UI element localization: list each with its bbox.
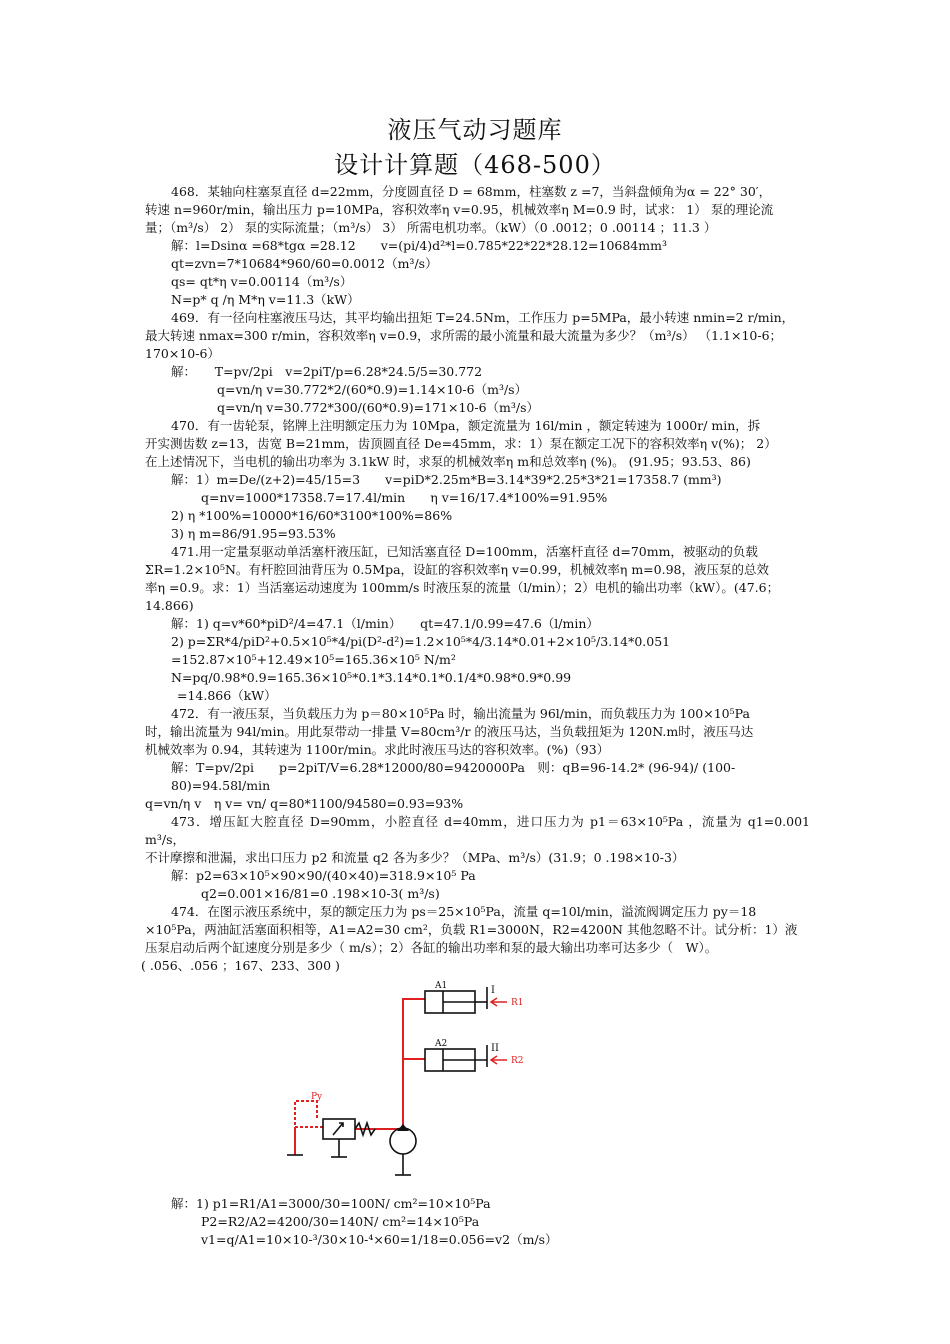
question-472: 472．有一液压泵，当负载压力为 p＝80×10⁵Pa 时，输出流量为 96l/min，而负载压力为 100×10⁵Pa xyxy=(171,706,750,721)
solution-471-line: N=pq/0.98*0.9=165.36×10⁵*0.1*3.14*0.1*0.1/4*0.98*0.9*0.99 xyxy=(171,670,572,685)
question-474-cont2: 压泵启动后两个缸速度分别是多少（ m/s）；2）各缸的输出功率和泵的最大输出功率可达多少（ W）。 xyxy=(145,940,718,955)
relief-valve xyxy=(323,1119,375,1157)
solution-470-line: 解：1）m=De/(z+2)=45/15=3 v=piD*2.25m*B=3.14*39*2.25*3*21=17358.7 (mm³) xyxy=(171,472,722,487)
pump-body xyxy=(390,1128,416,1154)
label-a2: A2 xyxy=(435,1039,448,1049)
red-piping xyxy=(295,999,425,1155)
solution-469-line: q=vn/η v=30.772*2/(60*0.9)=1.14×10-6（m³/s） xyxy=(217,382,528,397)
solution-470-line: 2) η *100%=10000*16/60*3100*100%=86% xyxy=(171,508,453,523)
circuit-svg xyxy=(145,979,810,1189)
solution-468-line: 解：l=Dsinα =68*tgα =28.12 v=(pi/4)d²*l=0.785*22*22*28.12=10684mm³ xyxy=(171,238,667,253)
solution-471-line: =152.87×10⁵+12.49×10⁵=165.36×10⁵ N/m² xyxy=(171,652,456,667)
question-471-cont3: 14.866) xyxy=(145,598,194,613)
solution-468-line: qs= qt*η v=0.00114（m³/s） xyxy=(171,274,353,289)
solution-473-line: 解：p2=63×10⁵×90×90/(40×40)=318.9×10⁵ Pa xyxy=(171,868,476,883)
label-i: I xyxy=(491,985,495,996)
supply-main-line xyxy=(403,999,425,1086)
pump xyxy=(390,1124,416,1175)
solution-474-line: v1=q/A1=10×10-³/30×10-⁴×60=1/18=0.056=v2（m/s） xyxy=(201,1232,558,1247)
question-471-cont2: 率η =0.9。求：1）当活塞运动速度为 100mm/s 时液压泵的流量（l/min）；2）电机的输出功率（kW）。(47.6； xyxy=(145,580,780,595)
question-471: 471.用一定量泵驱动单活塞杆液压缸，已知活塞直径 D=100mm，活塞杆直径 d=70mm，被驱动的负载 xyxy=(171,544,758,559)
question-472-cont2: 机械效率为 0.94，其转速为 1100r/min。求此时液压马达的容积效率。(%)（93） xyxy=(145,742,610,757)
question-471-cont: ΣR=1.2×10⁵N。有杆腔回油背压为 0.5Mpa，设缸的容积效率η v=0.99，机械效率η m=0.98，液压泵的总效 xyxy=(145,562,769,577)
document-body xyxy=(141,183,810,1249)
question-468-cont2: 量；（m³/s） 2） 泵的实际流量；（m³/s） 3） 所需电机功率。（kW）（0 .0012；0 .00114 ；11.3 ） xyxy=(145,220,717,235)
question-470-cont2: 在上述情况下，当电机的输出功率为 3.1kW 时，求泵的机械效率η m和总效率η (%)。 (91.95；93.53、86) xyxy=(145,454,751,469)
question-474-cont3: ( .056、.056 ；167、233、300 ) xyxy=(141,958,340,973)
question-469-cont: 最大转速 nmax=300 r/min，容积效率η v=0.9，求所需的最小流量和最大流量为多少？（m³/s） （1.1×10-6； xyxy=(145,328,783,343)
load-arrows xyxy=(491,998,507,1064)
solution-474-line: 解：1) p1=R1/A1=3000/30=100N/ cm²=10×10⁵Pa xyxy=(171,1196,491,1211)
label-py: Py xyxy=(311,1092,323,1102)
solution-469-line: 解： T=pv/2pi v=2piT/p=6.28*24.5/5=30.772 xyxy=(171,364,483,379)
question-469-cont2: 170×10-6） xyxy=(145,346,220,361)
hydraulic-circuit-diagram xyxy=(145,979,810,1189)
question-468-cont: 转速 n=960r/min，输出压力 p=10MPa，容积效率η v=0.95，机械效率η M=0.9 时，试求： 1） 泵的理论流 xyxy=(145,202,774,217)
page-subtitle: 设计计算题（468-500） xyxy=(334,151,616,179)
solution-468-line: N=p* q /η M*η v=11.3（kW） xyxy=(171,292,360,307)
label-r2: R2 xyxy=(511,1056,524,1066)
load-r2-arrow xyxy=(491,1056,507,1064)
question-470-cont: 开实测齿数 z=13，齿宽 B=21mm，齿顶圆直径 De=45mm，求：1）泵在额定工况下的容积效率η v(%)； 2） xyxy=(145,436,777,451)
solution-471-line: 2) p=ΣR*4/piD²+0.5×10⁵*4/pi(D²-d²)=1.2×10⁵*4/3.14*0.01+2×10⁵/3.14*0.051 xyxy=(171,634,671,649)
pump-arrow xyxy=(397,1124,409,1131)
solution-472-line: q=vn/η v η v= vn/ q=80*1100/94580=0.93=93% xyxy=(145,796,464,811)
question-469: 469．有一径向柱塞液压马达，其平均输出扭矩 T=24.5Nm，工作压力 p=5MPa，最小转速 nmin=2 r/min， xyxy=(171,310,795,325)
solution-472-line: 解：T=pv/2pi p=2piT/V=6.28*12000/80=9420000Pa 则：qB=96-14.2* (96-94)/ (100-80)=94.58l/min xyxy=(171,760,736,793)
solution-469-line: q=vn/η v=30.772*300/(60*0.9)=171×10-6（m³/s） xyxy=(217,400,540,415)
page-title: 液压气动习题库 xyxy=(387,116,563,144)
question-472-cont: 时，输出流量为 94l/min。用此泵带动一排量 V=80cm³/r 的液压马达，当负载扭矩为 120N.m时，液压马达 xyxy=(145,724,754,739)
solution-473-line: q2=0.001×16/81=0 .198×10-3( m³/s) xyxy=(201,886,440,901)
question-468: 468．某轴向柱塞泵直径 d=22mm，分度圆直径 D = 68mm，柱塞数 z =7，当斜盘倾角为α = 22° 30′， xyxy=(171,184,772,199)
label-ii: II xyxy=(491,1043,499,1054)
solution-471-line: =14.866（kW） xyxy=(177,688,277,703)
solution-470-line: q=nv=1000*17358.7=17.4l/min η v=16/17.4*100%=91.95% xyxy=(201,490,608,505)
solution-471-line: 解：1) q=v*60*piD²/4=47.1（l/min） qt=47.1/0.99=47.6（l/min） xyxy=(171,616,599,631)
solution-474-line: P2=R2/A2=4200/30=140N/ cm²=14×10⁵Pa xyxy=(201,1214,480,1229)
relief-valve-arrow xyxy=(333,1123,343,1135)
question-474: 474．在图示液压系统中，泵的额定压力为 ps＝25×10⁵Pa，流量 q=10l/min，溢流阀调定压力 py＝18 xyxy=(171,904,757,919)
load-r1-arrow xyxy=(491,998,507,1006)
question-470: 470．有一齿轮泵，铭牌上注明额定压力为 10Mpa，额定流量为 16l/min ，额定转速为 1000r/ min，拆 xyxy=(171,418,761,433)
label-r1: R1 xyxy=(511,998,524,1008)
question-473-cont: 不计摩擦和泄漏，求出口压力 p2 和流量 q2 各为多少？（MPa、m³/s）(31.9；0 .198×10-3） xyxy=(145,850,685,865)
pilot-line xyxy=(295,1101,323,1127)
question-474-cont: ×10⁵Pa，两油缸活塞面积相等，A1=A2=30 cm²，负载 R1=3000N，R2=4200N 其他忽略不计。试分析：1）液 xyxy=(145,922,798,937)
label-a1: A1 xyxy=(435,981,448,991)
solution-468-line: qt=zvn=7*10684*960/60=0.0012（m³/s） xyxy=(171,256,438,271)
question-473: 473．增压缸大腔直径 D=90mm，小腔直径 d=40mm，进口压力为 p1＝63×10⁵Pa ，流量为 q1=0.001 m³/s， xyxy=(145,814,810,847)
solution-470-line: 3) η m=86/91.95=93.53% xyxy=(171,526,336,541)
